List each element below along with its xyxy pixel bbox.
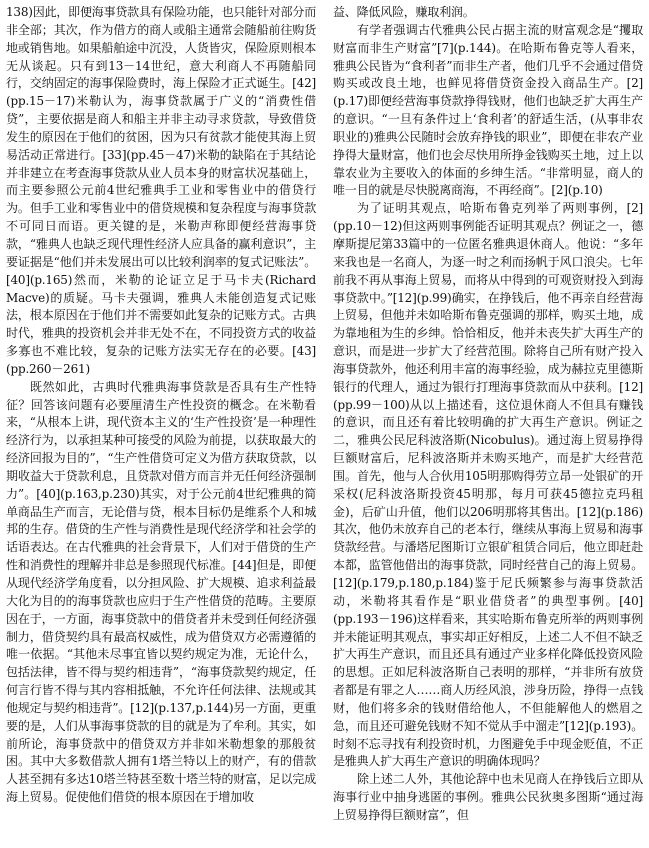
right-column bbox=[333, 4, 643, 848]
paragraph: 益、降低风险，赚取利润。 bbox=[333, 5, 475, 19]
paragraph: 138)因此，即便海事贷款具有保险功能，也只能针对部分而非全部；其次，作为借方的商人或船主通常会随船前往购货地或销售地。如果船舶途中沉没，人货皆灾，保险原则根本无从谈起。只有到13－14世纪，意大利商人不再随船同行，交纳固定的海事保险费时，海上保险才正式诞生。[42](pp.15－17)米勒认为，海事贷款属于广义的“消费性借贷”，主要依据是商人和船主并非主动寻求贷款，导致借贷发生的原因在于他们的贫困，因为只有贫款才能使其海上贸易活动正常进行。[33](pp.45－47)米勒的缺陷在于其结论并非建立在考查海事贷款从业人员本身的财富状况基础上，而主要参照公元前4世纪雅典手工业和零售业中的借贷行为。但手工业和零售业中的借贷规模和复杂程度与海事贷款不可同日而语。更关键的是，米勒声称即便经营海事贷款，“雅典人也缺乏现代理性经济人应具备的赢利意识”，主要证据是“他们并未发展出可以比较利润率的复式记账法”。[40](p.165)然而，米勒的论证立足于马卡夫(Richard Macve)的质疑。马卡夫强调，雅典人未能创造复式记账法，根本原因在于他们并不需要如此复杂的记账方式。古典时代，雅典的投资机会并非无处不在，不同投资方式的收益多寡也不难比较，复杂的记账方法实无存在的必要。[43](pp.260－261) bbox=[6, 5, 316, 376]
left-column bbox=[6, 4, 316, 848]
paragraph: 除上述二人外，其他论辞中也未见商人在挣钱后立即从海事行业中抽身逃匿的事例。雅典公民狄奥多图斯“通过海上贸易挣得巨额财富”，但 bbox=[333, 772, 643, 822]
paragraph: 有学者强调古代雅典公民占据主流的财富观念是“攫取财富而非生产财富”[7](p.144)。在哈斯布鲁克等人看来，雅典公民皆为“食利者”而非生产者，他们几乎不会通过借贷购买或改良土地，也鲜见将借贷资金投入商品生产。[2](p.17)即便经营海事贷款挣得钱财，他们也缺乏扩大再生产的意识。“一旦有条件过上‘食利者’的舒适生活，(从事非农职业的)雅典公民随时会放弃挣钱的职业”，即便在非农产业挣得大量财富，他们也会尽快用所挣金钱购买土地，过上以靠农业为主要收入的体面的乡绅生活。“非常明显，商人的唯一目的就是尽快脱离商海，不再经商”。[2](p.10) bbox=[333, 22, 643, 198]
paragraph: 既然如此，古典时代雅典海事贷款是否具有生产性特征？回答该问题有必要厘清生产性投资的概念。在米勒看来，“从根本上讲，现代资本主义的‘生产性投资’是一种理性经济行为，以承担某种可接受的风险为前提，以获取最大的经济回报为目的”，“生产性借贷可定义为借方获取贷款，以期收益大于贷款利息，且贷款对借方而言并无任何经济强制力”。[40](p.163,p.230)其实，对于公元前4世纪雅典的简单商品生产而言，无论借与贷，根本目标仍是维系个人和城邦的生存。借贷的生产性与消费性是现代经济学和社会学的话语表达。在古代雅典的社会背景下，人们对于借贷的生产性和消费性的理解并非总是参照现代标准。[44]但是，即便从现代经济学角度看，以分担风险、扩大规模、追求利益最大化为目的的海事贷款也应归于生产性借贷的范畴。主要原因在于，一方面，海事贷款中的借贷者并未受到任何经济强制力，借贷契约具有最高权威性，成为借贷双方必需遵循的唯一依据。“其他未尽事宜皆以契约规定为准，无论什么，包括法律，皆不得与契约相违背”，“海事贷款契约规定，任何言行皆不得与其内容相抵触，不允许任何法律、法规或其他规定与契约相违背”。[12](p.137,p.144)另一方面，更重要的是，人们从事海事贷款的目的就是为了牟利。其实，如前所论，海事贷款中的借贷双方并非如米勒想象的那般贫困。其中大多数借款人拥有1塔兰特以上的财产，有的借款人甚至拥有多达10塔兰特甚至数十塔兰特的财富，足以完成海上贸易。促使他们借贷的根本原因在于增加收 bbox=[6, 379, 316, 805]
paragraph: 为了证明其观点，哈斯布鲁克列举了两则事例，[2](pp.10－12)但这两则事例能否证明其观点？例证之一，德摩斯提尼第33篇中的一位匿名雅典退休商人。他说：“多年来我也是一名商人，为逐一时之利而扬帆于风口浪尖。七年前我不再从事海上贸易，而将从中得到的可观资财投入到海事贷款中。”[12](p.99)确实，在挣钱后，他不再亲自经营海上贸易，但他并未如哈斯布鲁克强调的那样，购买土地，成为靠地租为生的乡绅。恰恰相反，他并未丧失扩大再生产的意识，而是进一步扩大了经营范围。除将自己所有财产投入海事贷款外，他还利用丰富的海事经验，成为赫拉克里德斯银行的代理人，通过为银行打理海事贷款而从中获利。[12](pp.99－100)从以上描述看，这位退休商人不但具有赚钱的意识，而且还有着比较明确的扩大再生产意识。例证之二，雅典公民尼科波洛斯(Nicobulus)。通过海上贸易挣得巨额财富后，尼科波洛斯并未购买地产，而是扩大经营范围。首先，他与人合伙用105明那购得劳立昂一处银矿的开采权(尼科波洛斯投资45明那，每月可获45德拉克玛租金)，后矿山升值，他们以206明那将其售出。[12](p.186)其次，他仍未放弃自己的老本行，继续从事海上贸易和海事贷款经营。与潘塔尼图斯订立银矿租赁合同后，他立即赶赴本都，监管他借出的海事贷款，同时经营自己的海上贸易。[12](p.179,p.180,p.184)鉴于尼氏频繁参与海事贷款活动，米勒将其看作是“职业借贷者”的典型事例。[40](pp.193－196)这样看来，其实哈斯布鲁克所举的两则事例并未能证明其观点，事实却正好相反，上述二人不但不缺乏扩大再生产意识，而且还具有通过产业多样化降低投资风险的思想。正如尼科波洛斯自己表明的那样，“并非所有放贷者都是有罪之人……商人历经风浪，涉身历险，挣得一点钱财，他们将多余的钱财借给他人，不但能解他人的燃眉之急，而且还可避免钱财不知不觉从手中溜走”[12](p.193)。时刻不忘寻找有利投资时机，力图避免手中现金贬值，不正是雅典人扩大再生产意识的明确体现吗？ bbox=[333, 201, 643, 769]
